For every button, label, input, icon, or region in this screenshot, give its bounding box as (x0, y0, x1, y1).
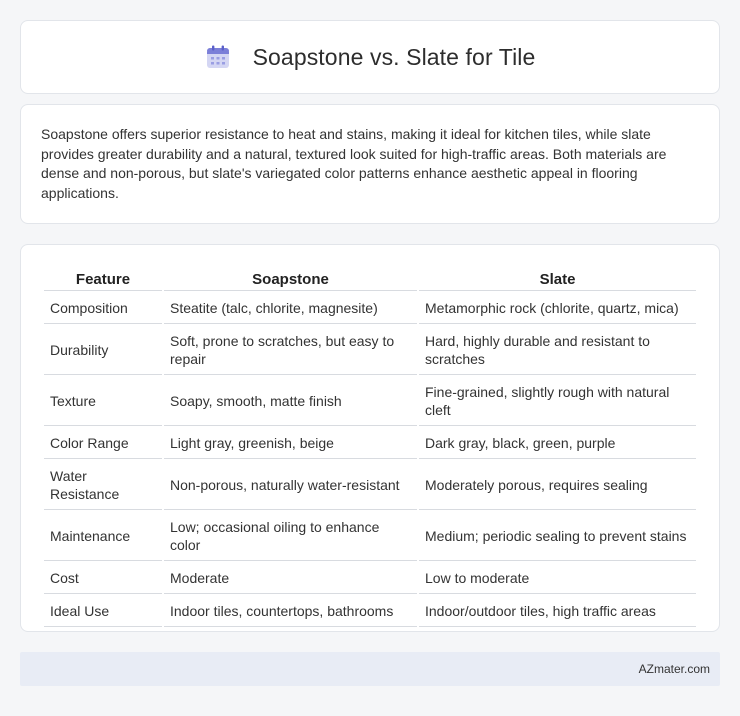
row-soapstone: Soft, prone to scratches, but easy to repair (164, 326, 417, 375)
table-row (44, 461, 696, 510)
row-soapstone: Moderate (164, 563, 417, 594)
title-wrap (205, 44, 536, 71)
page-title: Soapstone vs. Slate for Tile (252, 43, 536, 70)
row-feature: Ideal Use (44, 596, 162, 627)
summary-card (20, 104, 720, 224)
row-slate: Fine-grained, slightly rough with natural cleft (419, 377, 696, 426)
row-slate: Hard, highly durable and resistant to scratches (419, 326, 696, 375)
title-card (20, 20, 720, 94)
row-soapstone: Steatite (talc, chlorite, magnesite) (164, 293, 417, 324)
calendar-icon (205, 44, 231, 70)
table-row (44, 293, 696, 324)
row-soapstone: Low; occasional oiling to enhance color (164, 512, 417, 561)
row-slate: Moderately porous, requires sealing (419, 461, 696, 510)
summary-text: Soapstone offers superior resistance to heat and stains, making it ideal for kitchen tiles, while slate provides greater durability and a natural, textured look suited for high-traffic areas. Both materials are dense and non-porous, but slate's variegated color patterns enhance aesthetic appeal in flooring applications. (41, 126, 667, 201)
row-soapstone: Light gray, greenish, beige (164, 428, 417, 459)
table-row (44, 326, 696, 375)
row-slate: Medium; periodic sealing to prevent stains (419, 512, 696, 561)
row-slate: Dark gray, black, green, purple (419, 428, 696, 459)
row-feature: Composition (44, 293, 162, 324)
table-row (44, 563, 696, 594)
table-row (44, 512, 696, 561)
row-slate: Indoor/outdoor tiles, high traffic areas (419, 596, 696, 627)
comparison-table-card (20, 244, 720, 632)
row-slate: Metamorphic rock (chlorite, quartz, mica) (419, 293, 696, 324)
row-feature: Cost (44, 563, 162, 594)
row-slate: Low to moderate (419, 563, 696, 594)
row-feature: Water Resistance (44, 461, 162, 510)
header-slate: Slate (419, 267, 696, 291)
row-feature: Color Range (44, 428, 162, 459)
header-soapstone: Soapstone (164, 267, 417, 291)
row-feature: Texture (44, 377, 162, 426)
comparison-table (42, 265, 698, 629)
row-feature: Maintenance (44, 512, 162, 561)
table-row (44, 428, 696, 459)
footer (20, 652, 720, 686)
row-feature: Durability (44, 326, 162, 375)
row-soapstone: Non-porous, naturally water-resistant (164, 461, 417, 510)
header-feature: Feature (44, 267, 162, 291)
row-soapstone: Indoor tiles, countertops, bathrooms (164, 596, 417, 627)
table-row (44, 377, 696, 426)
row-soapstone: Soapy, smooth, matte finish (164, 377, 417, 426)
table-header-row (44, 267, 696, 291)
table-row (44, 596, 696, 627)
footer-brand: AZmater.com (638, 662, 710, 676)
